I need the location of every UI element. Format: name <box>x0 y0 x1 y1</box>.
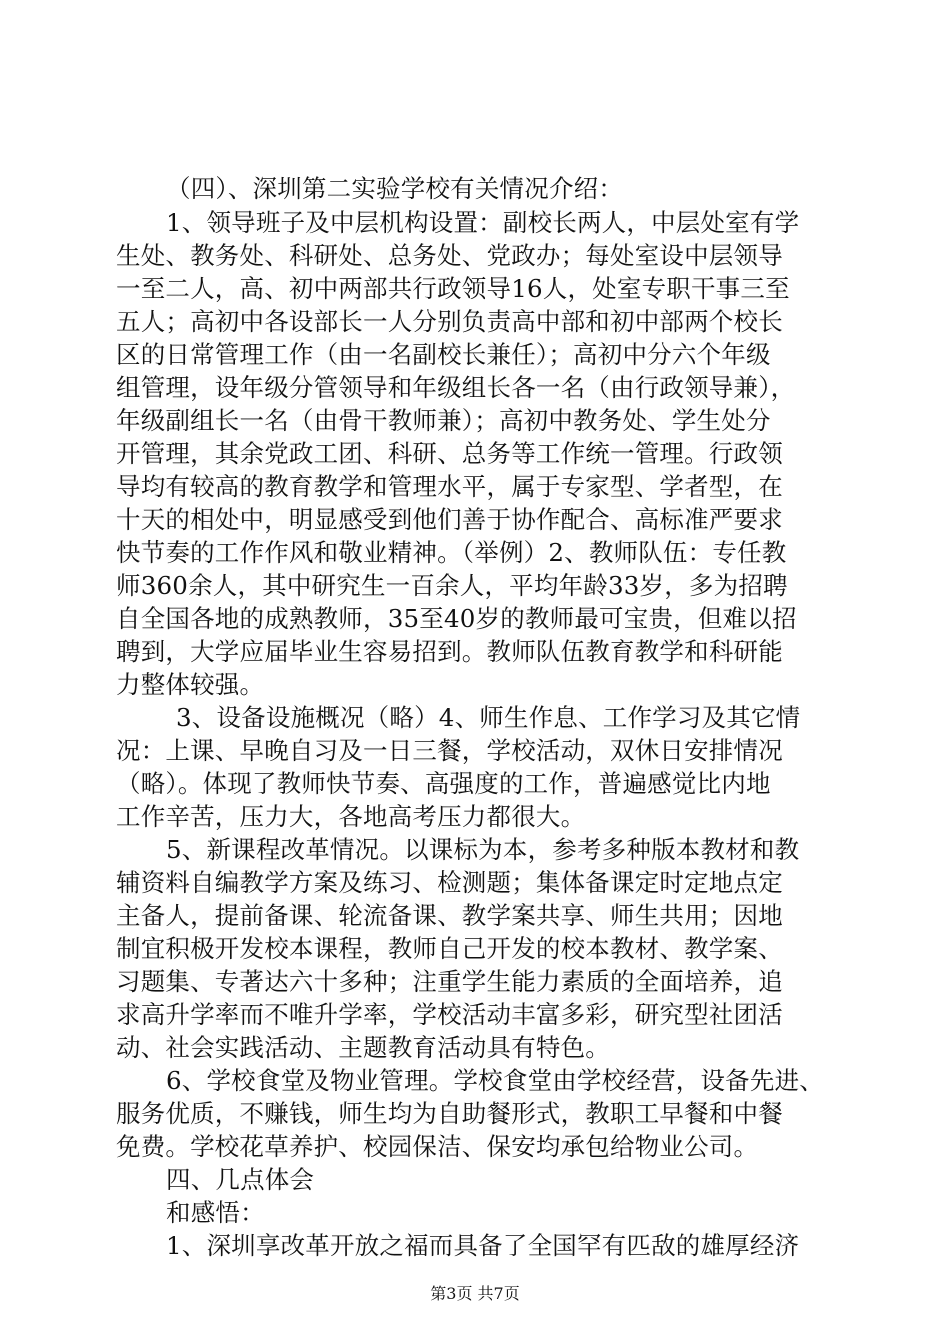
paragraph-line: 五人；高初中各设部长一人分别负责高中部和初中部两个校长 <box>116 307 783 336</box>
paragraph-line: 3、设备设施概况（略）4、师生作息、工作学习及其它情 <box>176 703 801 732</box>
paragraph-line: （略）。体现了教师快节奏、高强度的工作，普遍感觉比内地 <box>116 769 771 798</box>
paragraph-line: 辅资料自编教学方案及练习、检测题；集体备课定时定地点定 <box>116 868 783 897</box>
paragraph-line: 十天的相处中，明显感受到他们善于协作配合、高标准严要求 <box>116 505 783 534</box>
paragraph-line: 力整体较强。 <box>116 670 265 699</box>
paragraph-line: 6、学校食堂及物业管理。学校食堂由学校经营，设备先进、 <box>166 1066 824 1095</box>
paragraph-line: 工作辛苦，压力大，各地高考压力都很大。 <box>116 802 586 831</box>
paragraph-line: 制宜积极开发校本课程，教师自己开发的校本教材、教学案、 <box>116 934 783 963</box>
section-heading: 四、几点体会 <box>166 1165 315 1194</box>
paragraph-line: 组管理，设年级分管领导和年级组长各一名（由行政领导兼）， <box>116 373 796 402</box>
paragraph-line: 一至二人，高、初中两部共行政领导16人，处室专职干事三至 <box>116 274 790 303</box>
paragraph-line: 1、深圳享改革开放之福而具备了全国罕有匹敌的雄厚经济 <box>166 1231 800 1260</box>
paragraph-line: 免费。学校花草养护、校园保洁、保安均承包给物业公司。 <box>116 1132 759 1161</box>
paragraph-line: 5、新课程改革情况。以课标为本，参考多种版本教材和教 <box>166 835 800 864</box>
paragraph-line: 聘到，大学应届毕业生容易招到。教师队伍教育教学和科研能 <box>116 637 783 666</box>
paragraph-line: 习题集、专著达六十多种；注重学生能力素质的全面培养，追 <box>116 967 783 996</box>
paragraph-line: 快节奏的工作作风和敬业精神。（举例）2、教师队伍：专任教 <box>116 538 787 567</box>
paragraph-line: 服务优质，不赚钱，师生均为自助餐形式，教职工早餐和中餐 <box>116 1099 783 1128</box>
paragraph-line: 动、社会实践活动、主题教育活动具有特色。 <box>116 1033 610 1062</box>
paragraph-line: 主备人，提前备课、轮流备课、教学案共享、师生共用；因地 <box>116 901 783 930</box>
paragraph-line: 1、领导班子及中层机构设置：副校长两人，中层处室有学 <box>166 208 800 237</box>
paragraph-line: 生处、教务处、科研处、总务处、党政办；每处室设中层领导 <box>116 241 783 270</box>
page-number-footer: 第3页 共7页 <box>430 1284 520 1303</box>
section-heading: （四）、深圳第二实验学校有关情况介绍： <box>166 174 624 203</box>
paragraph-line: 导均有较高的教育教学和管理水平，属于专家型、学者型，在 <box>116 472 783 501</box>
paragraph-line: 求高升学率而不唯升学率，学校活动丰富多彩，研究型社团活 <box>116 1000 783 1029</box>
paragraph-line: 师360余人，其中研究生一百余人，平均年龄33岁，多为招聘 <box>116 571 788 600</box>
paragraph-line: 况：上课、早晚自习及一日三餐，学校活动，双休日安排情况 <box>116 736 783 765</box>
paragraph-line: 区的日常管理工作（由一名副校长兼任）；高初中分六个年级 <box>116 340 771 369</box>
paragraph-line: 自全国各地的成熟教师，35至40岁的教师最可宝贵，但难以招 <box>116 604 797 633</box>
paragraph-line: 开管理，其余党政工团、科研、总务等工作统一管理。行政领 <box>116 439 783 468</box>
paragraph-line: 和感悟： <box>166 1198 265 1227</box>
paragraph-line: 年级副组长一名（由骨干教师兼）；高初中教务处、学生处分 <box>116 406 771 435</box>
